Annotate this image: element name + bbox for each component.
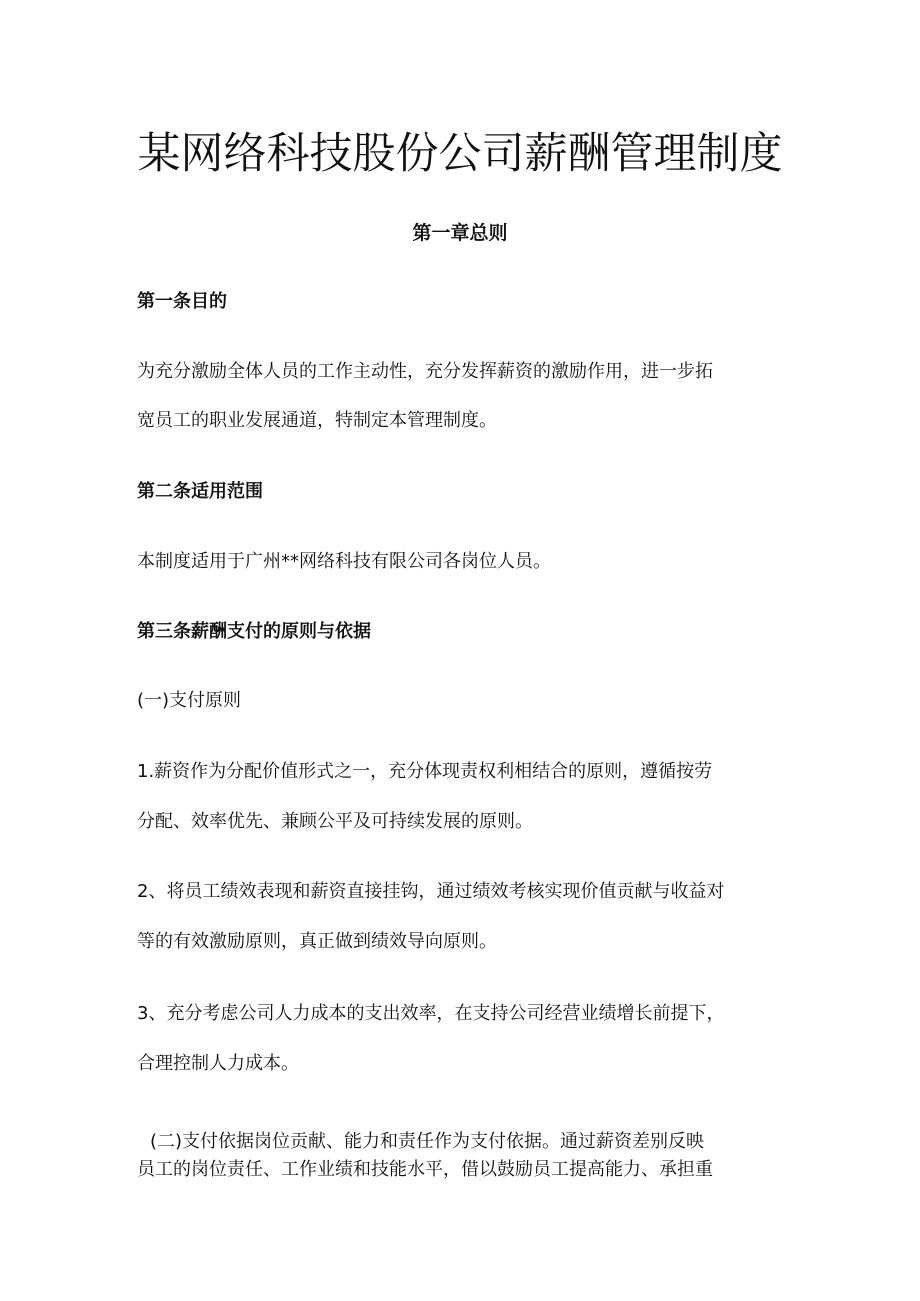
principle-2-line-1: 2、将员工绩效表现和薪资直接挂钩，通过绩效考核实现价值贡献与收益对: [137, 881, 725, 902]
principle-1-line-1: 1.薪资作为分配价值形式之一，充分体现责权利相结合的原则，遵循按劳: [137, 761, 713, 782]
principle-3-line-1: 3、充分考虑公司人力成本的支出效率，在支持公司经营业绩增长前提下，: [137, 1003, 725, 1024]
article-2-line-1: 本制度适用于广州**网络科技有限公司各岗位人员。: [137, 551, 551, 572]
article-1-heading: 第一条目的: [137, 291, 227, 312]
article-3-heading: 第三条薪酬支付的原则与依据: [137, 621, 371, 642]
principle-3-line-2: 合理控制人力成本。: [137, 1053, 299, 1074]
article-3-subheading: (一)支付原则: [137, 690, 242, 711]
article-2-heading: 第二条适用范围: [137, 481, 263, 502]
chapter-title: 第一章总则: [412, 222, 508, 244]
payment-basis-line-2: 员工的岗位责任、工作业绩和技能水平，借以鼓励员工提高能力、承担重: [137, 1159, 713, 1180]
article-1-line-1: 为充分激励全体人员的工作主动性，充分发挥薪资的激励作用，进一步拓: [137, 361, 713, 382]
payment-basis-line-1: (二)支付依据岗位贡献、能力和责任作为支付依据。通过薪资差别反映: [150, 1131, 705, 1152]
article-1-line-2: 宽员工的职业发展通道，特制定本管理制度。: [137, 410, 497, 431]
principle-2-line-2: 等的有效激励原则，真正做到绩效导向原则。: [137, 931, 497, 952]
document-title: 某网络科技股份公司薪酬管理制度: [137, 129, 783, 179]
principle-1-line-2: 分配、效率优先、兼顾公平及可持续发展的原则。: [137, 811, 533, 832]
